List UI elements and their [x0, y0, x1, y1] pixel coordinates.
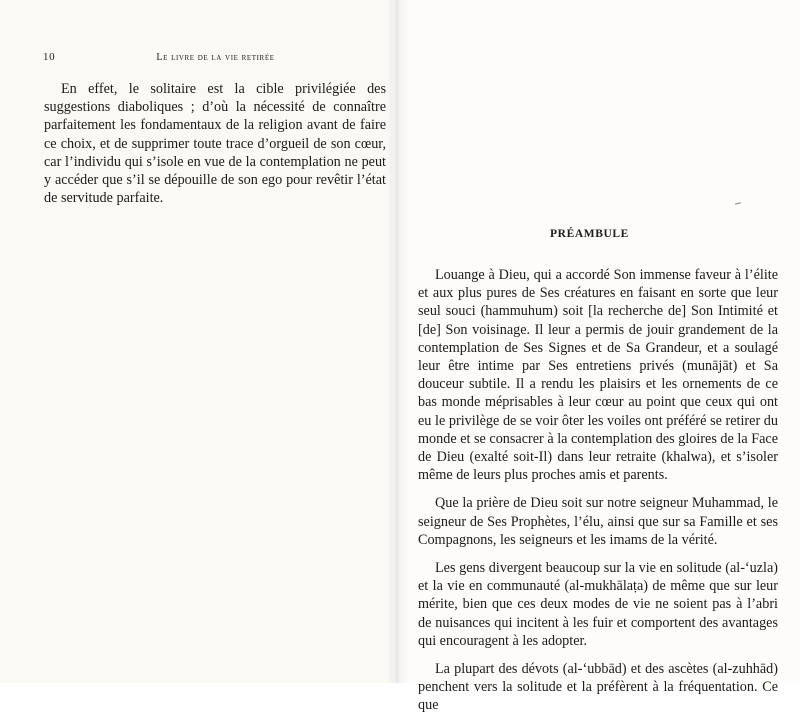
right-page-text: [418, 266, 778, 715]
paragraph: Les gens divergent beaucoup sur la vie en solitude (al-‘uzla) et la vie en communauté (al-mukhālaṭa) de même que sur leur mérite, bien que ces deux modes de vie ne soient pas à l’abri de nuisances qui incitent à les fuir et comportent des avantages qui encouragent à les adopter.: [418, 560, 778, 649]
left-page-text: [44, 80, 386, 207]
section-heading: PRÉAMBULE: [550, 228, 629, 240]
page-number: 10: [43, 51, 56, 63]
paragraph: Louange à Dieu, qui a accordé Son immense faveur à l’élite et aux plus pures de Ses créatures en faisant en sorte que leur seul souci (hammuhum) soit [la recherche de] Son Intimité et [de] Son voisinage. Il leur a permis de jouir grandement de la contemplation de Ses Signes et de Sa Grandeur, et a soulagé leur être intime par Ses entretiens privés (munājāt) et Sa douceur subtile. Il a rendu les plaisirs et les ornements de ce bas monde méprisables à leur cœur au point que ceux qui ont eu le privilège de se voir ôter les voiles ont préféré se retirer du monde et se consacrer à la contemplation des gloires de la Face de Dieu (exalté soit-Il) dans leur retraite (khalwa), et s’isoler même de leurs plus proches amis et parents.: [418, 267, 778, 484]
paragraph: Que la prière de Dieu soit sur notre seigneur Muhammad, le seigneur de Ses Prophètes, l’élu, ainsi que sur sa Famille et ses Compagnons, les seigneurs et les imams de la vérité.: [418, 495, 778, 548]
running-head-title: Le livre de la vie retirée: [156, 52, 275, 63]
paragraph: En effet, le solitaire est la cible privilégiée des suggestions diaboliques ; d’où la nécessité de connaître parfaitement les fondamentaux de la religion avant de faire ce choix, et de supprimer toute trace d’orgueil de son cœur, car l’individu qui s’isole en vue de la contemplation ne peut y accéder que s’il se dépouille de son ego pour revêtir l’état de servitude parfaite.: [44, 81, 386, 207]
paragraph: La plupart des dévots (al-‘ubbād) et des ascètes (al-zuhhād) penchent vers la solitude et la préfèrent à la fréquentation. Ce que: [418, 661, 778, 714]
book-gutter: [386, 0, 408, 683]
